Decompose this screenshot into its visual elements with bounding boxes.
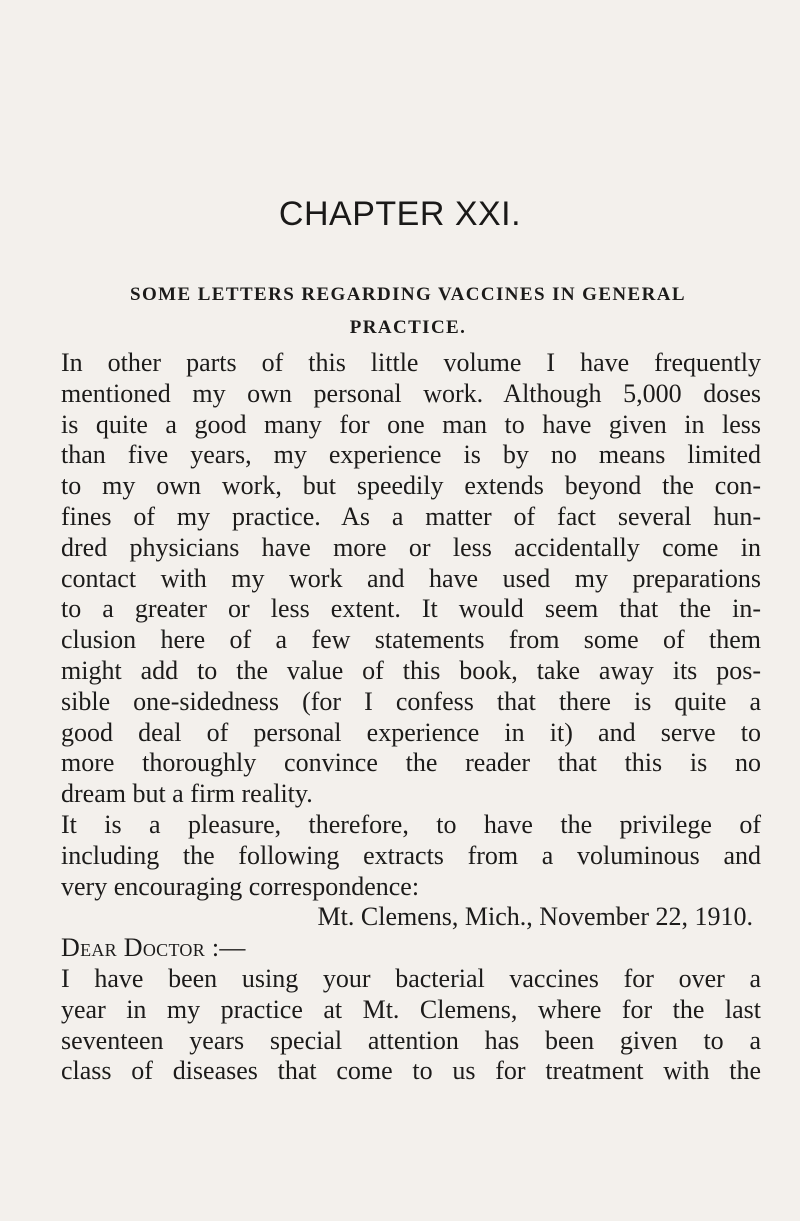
paragraph-line: mentioned my own personal work. Although 5,000 doses — [61, 378, 761, 408]
paragraph-line: clusion here of a few statements from some of them — [61, 625, 761, 655]
letter-line: I have been using your bacterial vaccines for over a — [61, 963, 761, 993]
paragraph-line: sible one-sidedness (for I confess that there is quite a — [61, 686, 761, 716]
letter-line: seventeen years special attention has been given to a — [61, 1025, 761, 1055]
paragraph-line: dred physicians have more or less accidentally come in — [61, 532, 761, 562]
section-heading-line-2: PRACTICE. — [349, 317, 467, 338]
letter-salutation: Dear Doctor :— — [61, 933, 246, 963]
paragraph-line: to a greater or less extent. It would seem that the in- — [61, 594, 761, 624]
paragraph-line: is quite a good many for one man to have given in less — [61, 409, 761, 439]
paragraph-line: than five years, my experience is by no means limited — [61, 440, 761, 470]
paragraph-line: fines of my practice. As a matter of fact several hun- — [61, 501, 761, 531]
letter-line: class of diseases that come to us for treatment with the — [61, 1056, 761, 1086]
paragraph-line: more thoroughly convince the reader that this is no — [61, 748, 761, 778]
section-heading — [88, 278, 728, 344]
paragraph-line: to my own work, but speedily extends beyond the con- — [61, 471, 761, 501]
paragraph-line: good deal of personal experience in it) and serve to — [61, 717, 761, 747]
paragraph-line: including the following extracts from a voluminous and — [61, 840, 761, 870]
paragraph-line: contact with my work and have used my preparations — [61, 563, 761, 593]
paragraph-line: very encouraging correspondence: — [61, 871, 420, 901]
letter-line: year in my practice at Mt. Clemens, where for the last — [61, 994, 761, 1024]
paragraph-line: In other parts of this little volume I have frequently — [61, 348, 761, 377]
section-heading-line-1: SOME LETTERS REGARDING VACCINES IN GENERAL — [130, 284, 686, 305]
chapter-title: CHAPTER XXI. — [278, 195, 522, 233]
paragraph-line: might add to the value of this book, take away its pos- — [61, 655, 761, 685]
paragraph-line: dream but a firm reality. — [61, 779, 313, 809]
paragraph-line: It is a pleasure, therefore, to have the privilege of — [61, 809, 761, 839]
letter-dateline: Mt. Clemens, Mich., November 22, 1910. — [317, 902, 753, 932]
body-text — [61, 348, 761, 1087]
